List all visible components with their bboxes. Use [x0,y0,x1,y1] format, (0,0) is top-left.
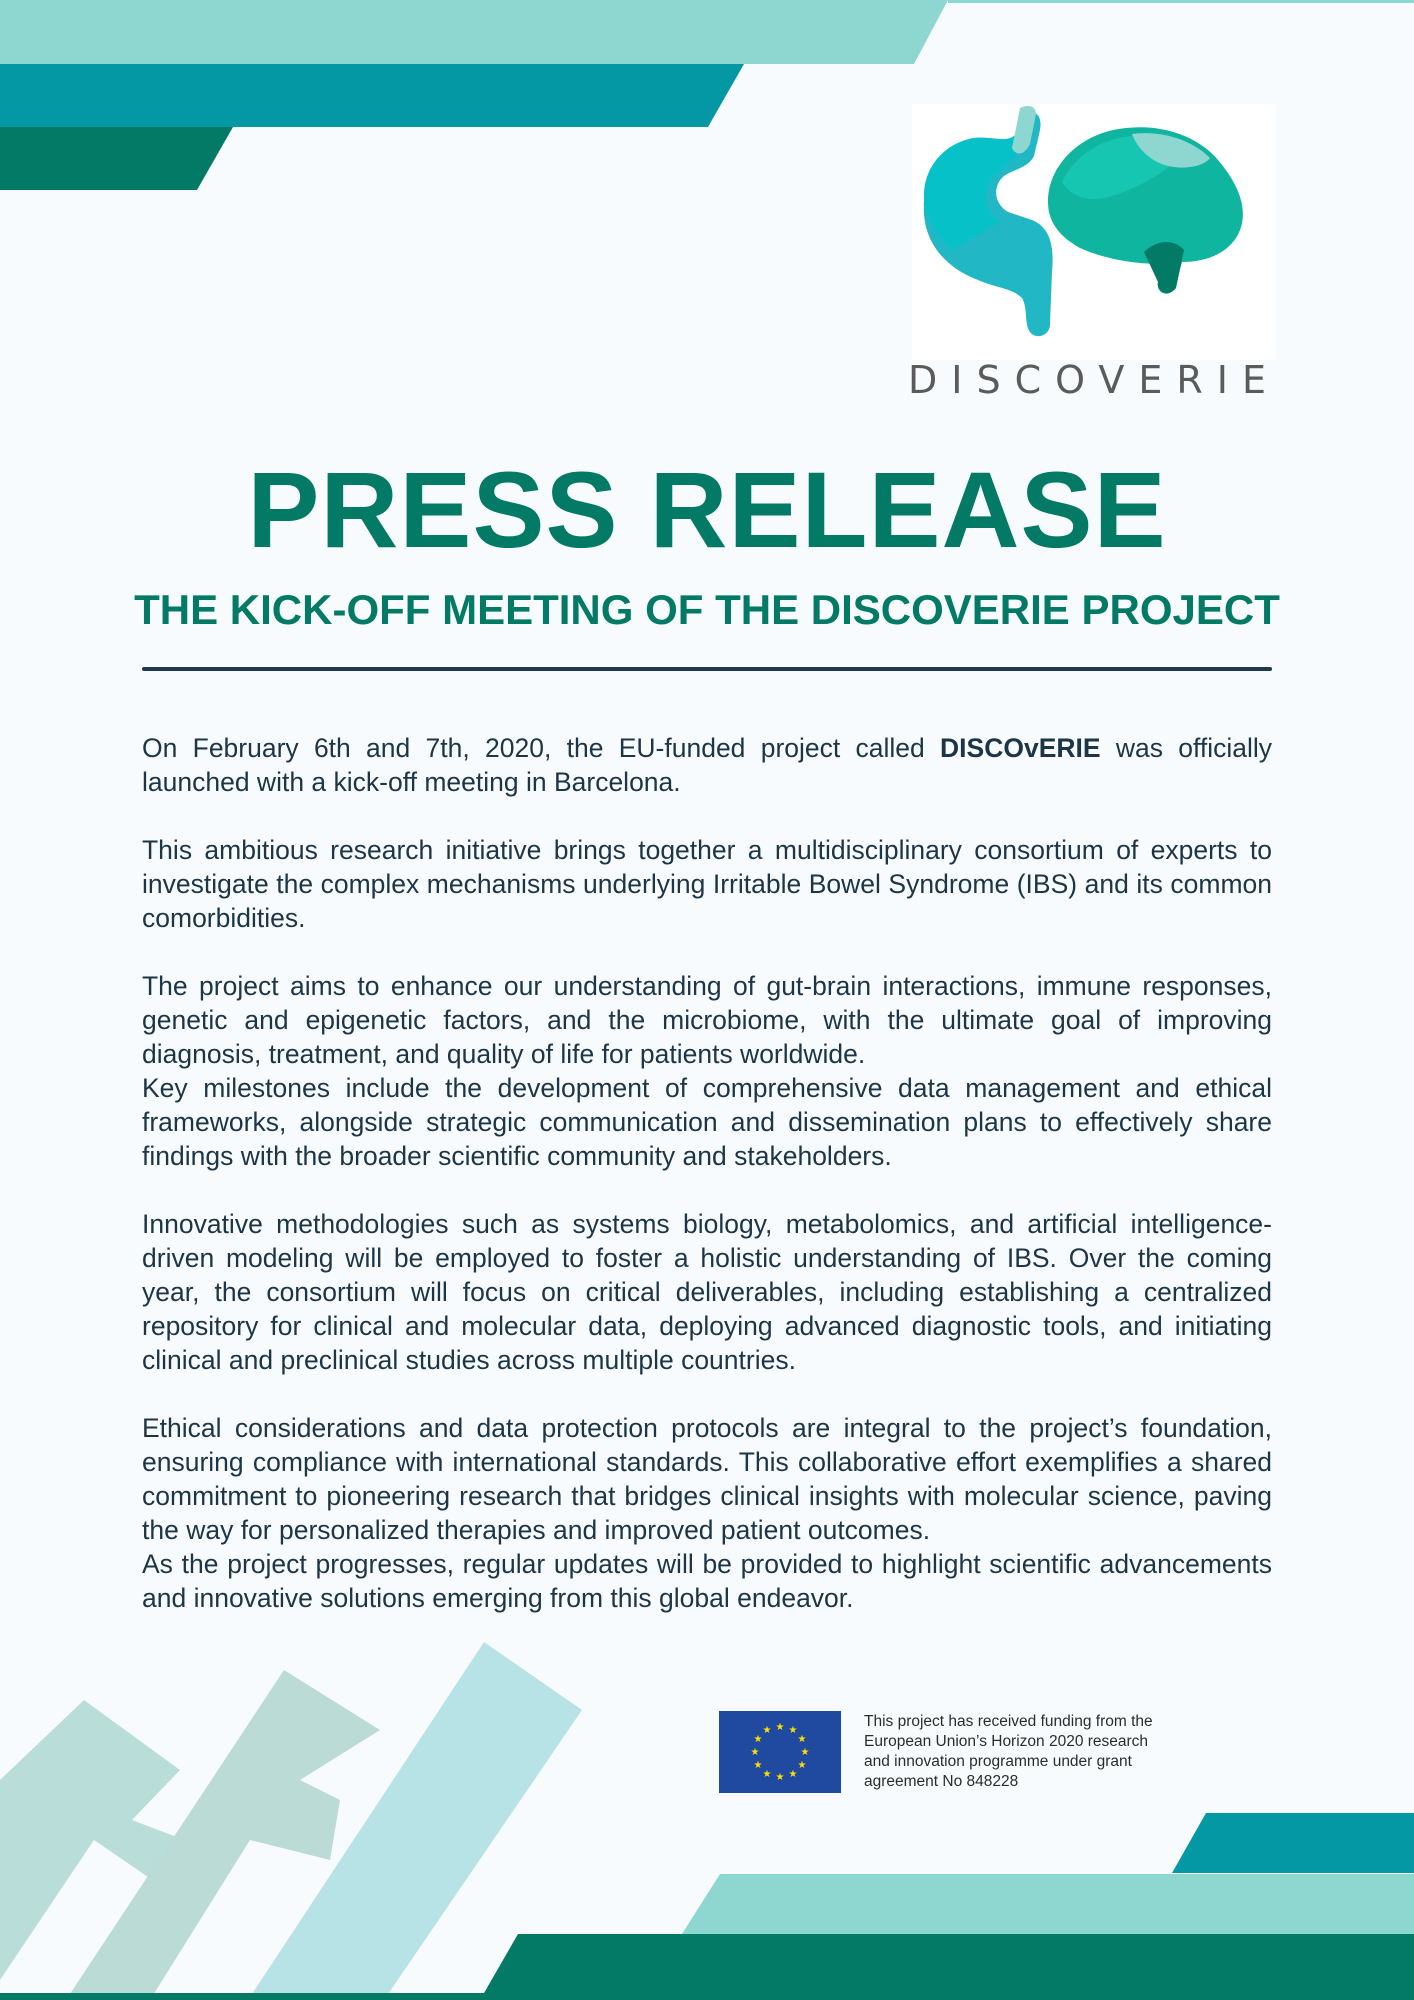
header-band-light-teal [0,0,948,64]
svg-text:★: ★ [775,1722,785,1733]
paragraph-aims: The project aims to enhance our understanding of gut-brain interactions, immune responses, genetic and epigenetic factors, and the microbiome, with the ultimate goal of improving diagnosis, treatment, and quality of life for patients worldwide. [142,971,1272,1069]
funding-line: This project has received funding from the [864,1713,1153,1730]
discoverie-logo-icon [912,104,1276,360]
footer-band-teal [1172,1813,1414,1873]
intro-text-start: On February 6th and 7th, 2020, the EU-funded project called [142,733,941,763]
svg-text:★: ★ [797,1734,807,1745]
funding-notice [864,1712,1194,1792]
funding-line: and innovation programme under grant [864,1753,1132,1770]
svg-text:★: ★ [788,1769,798,1780]
press-release-body [142,731,1272,1615]
paragraph-intro [142,731,1272,799]
title-divider [142,667,1272,671]
svg-text:★: ★ [753,1734,763,1745]
svg-text:★: ★ [800,1747,810,1758]
svg-text:★: ★ [797,1760,807,1771]
footer-band-dark-green [480,1934,1414,2000]
footer-bottom-line [0,1993,500,2000]
project-name: DISCOvERIE [940,733,1101,763]
svg-text:★: ★ [788,1725,798,1736]
paragraph-initiative: This ambitious research initiative brings together a multidisciplinary consortium of experts to investigate the complex mechanisms underlying Irritable Bowel Syndrome (IBS) and its common comorbidities. [142,835,1272,933]
eu-flag-icon [719,1711,841,1793]
svg-text:★: ★ [750,1747,760,1758]
paragraph-milestones: Key milestones include the development of comprehensive data management and ethical frameworks, alongside strategic communication and dissemination plans to effectively share findings with the broader scientific community and stakeholders. [142,1073,1272,1171]
intro-text-end: was officially launched with a kick-off meeting in Barcelona. [142,733,1272,797]
footer-band-light-teal [682,1874,1414,1934]
footer-bands [0,1810,1414,2000]
paragraph-progress: As the project progresses, regular updates will be provided to highlight scientific advancements and innovative solutions emerging from this global endeavor. [142,1549,1272,1613]
svg-text:★: ★ [762,1725,772,1736]
logo-wordmark: DISCOVERIE [908,358,1280,402]
funding-line: European Union’s Horizon 2020 research [864,1733,1149,1750]
header-band-teal [0,64,744,127]
funding-line: agreement No 848228 [864,1773,1019,1790]
svg-text:★: ★ [762,1769,772,1780]
paragraph-ethics: Ethical considerations and data protection protocols are integral to the project’s foundation, ensuring compliance with international standards. This collaborative effort exemplifies a shared commitment to pioneering research that bridges clinical insights with molecular science, paving the way for personalized therapies and improved patient outcomes. [142,1413,1272,1545]
svg-text:★: ★ [753,1760,763,1771]
header-band-dark-green [0,127,233,190]
header-top-line [948,0,1414,3]
paragraph-methodologies: Innovative methodologies such as systems biology, metabolomics, and artificial intelligence-driven modeling will be employed to foster a holistic understanding of IBS. Over the coming year, the consortium will focus on critical deliverables, including establishing a centralized repository for clinical and molecular data, deploying advanced diagnostic tools, and initiating clinical and preclinical studies across multiple countries. [142,1209,1272,1375]
svg-text:★: ★ [775,1772,785,1783]
page-subtitle: THE KICK-OFF MEETING OF THE DISCOVERIE PROJECT [134,586,1280,633]
page-title: PRESS RELEASE [247,449,1167,570]
